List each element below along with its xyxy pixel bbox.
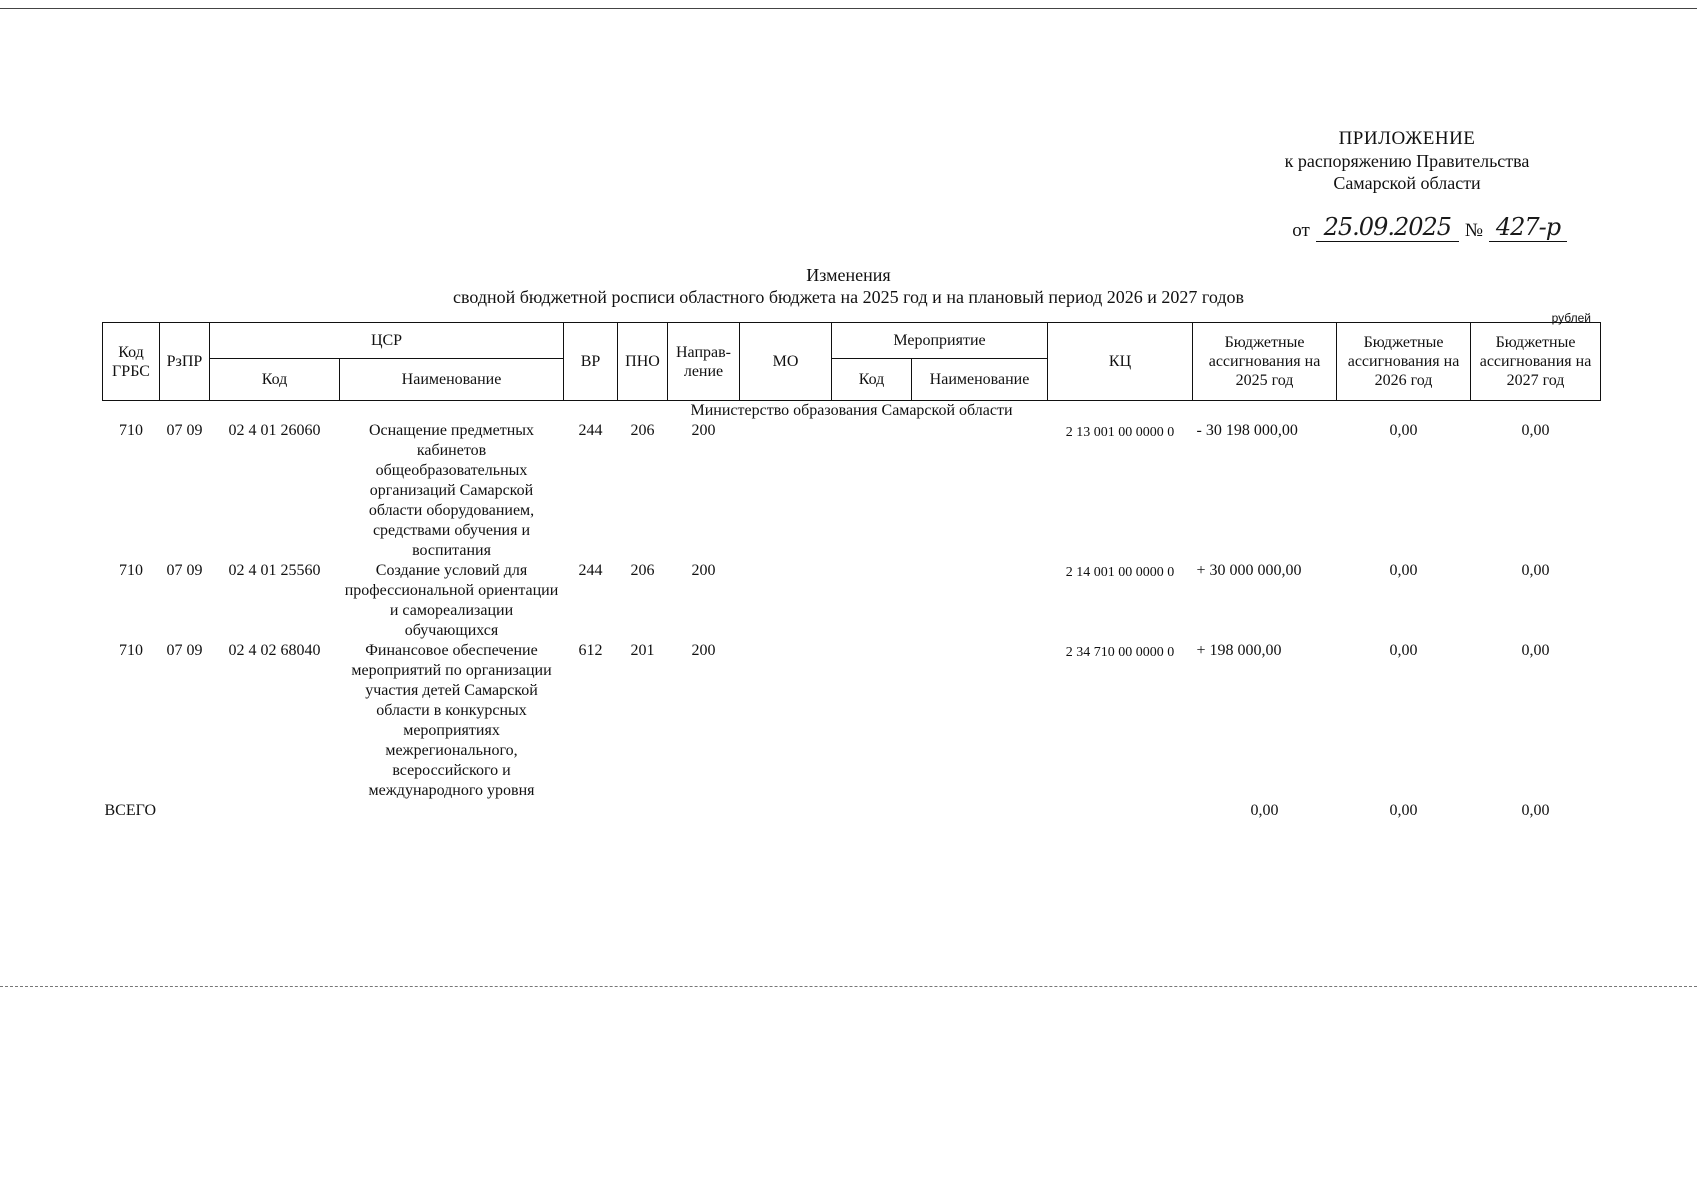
cell-kc: 2 34 710 00 0000 0 [1065,645,1175,660]
col-pno: ПНО [618,323,668,401]
cell-event-code [832,641,912,801]
ministry-name: Министерство образования Самарской области [690,402,1013,419]
budget-changes-table [102,322,1601,821]
table-row [103,561,1601,641]
cell-vr: 612 [578,642,603,659]
cell-assign-2027: 0,00 [1521,642,1550,659]
cell-vr: 244 [578,422,603,439]
cell-event-name [912,561,1048,641]
document-title [0,264,1697,308]
cell-grbs: 710 [119,642,143,659]
cell-event-code [832,421,912,561]
cell-pno: 201 [630,642,655,659]
cell-event-code [832,561,912,641]
cell-event-name [912,641,1048,801]
total-spacer [210,801,1193,821]
cell-csr-name: Оснащение предметных кабинетов общеобразовательных организаций Самарской области оборудованием, средствами обучения и воспитания [368,422,535,559]
ministry-row [103,401,1601,422]
cell-grbs: 710 [119,422,143,439]
total-label: ВСЕГО [104,802,157,819]
col-kc: КЦ [1048,323,1193,401]
title-line-2: сводной бюджетной росписи областного бюджета на 2025 год и на плановый период 2026 и 2027 годов [453,287,1244,307]
cell-assign-2026: 0,00 [1389,562,1418,579]
table-row [103,641,1601,801]
cell-assign-2025: + 198 000,00 [1196,642,1282,659]
cell-assign-2025: + 30 000 000,00 [1196,562,1302,579]
col-vr: ВР [564,323,618,401]
total-assign-2026: 0,00 [1389,802,1418,819]
cell-csr-code: 02 4 01 25560 [228,562,321,579]
date-prefix: от [1292,220,1310,241]
title-line-1: Изменения [806,265,891,285]
cell-mo [740,421,832,561]
cell-assign-2027: 0,00 [1521,562,1550,579]
col-assign-2026: Бюджетные ассигнования на 2026 год [1337,323,1471,401]
col-direction: Направ-ление [668,323,740,401]
cell-assign-2025: - 30 198 000,00 [1196,422,1298,439]
total-row [103,801,1601,821]
col-event-code: Код [832,359,912,401]
total-assign-2025: 0,00 [1250,802,1279,819]
cell-csr-name: Создание условий для профессиональной ориентации и самореализации обучающихся [344,562,559,639]
col-csr-name: Наименование [340,359,564,401]
cell-mo [740,561,832,641]
cell-vr: 244 [578,562,603,579]
number-prefix: № [1464,220,1483,241]
cell-csr-code: 02 4 02 68040 [228,642,321,659]
col-event: Мероприятие [832,323,1048,359]
cell-csr-name: Финансовое обеспечение мероприятий по организации участия детей Самарской области в конкурсных мероприятиях межрегионального, всероссийского и международного уровня [351,642,552,799]
appendix-heading: ПРИЛОЖЕНИЕ [1338,128,1476,149]
cell-assign-2027: 0,00 [1521,422,1550,439]
cell-mo [740,641,832,801]
appendix-line-2: Самарской области [1333,173,1481,193]
cell-assign-2026: 0,00 [1389,422,1418,439]
cell-direction: 200 [691,562,716,579]
appendix-block [1247,128,1567,194]
col-event-name: Наименование [912,359,1048,401]
col-csr-code: Код [210,359,340,401]
col-mo: МО [740,323,832,401]
col-kod-grbs: Код ГРБС [103,323,160,401]
col-rzpr: РзПР [160,323,210,401]
cell-pno: 206 [630,422,655,439]
table-row [103,421,1601,561]
units-label: рублей [1551,311,1591,325]
cell-grbs: 710 [119,562,143,579]
handwritten-date: 25.09.2025 [1316,213,1459,242]
order-date-number [1292,213,1567,242]
appendix-line-1: к распоряжению Правительства [1284,151,1530,171]
cell-pno: 206 [630,562,655,579]
cell-direction: 200 [691,422,716,439]
cell-kc: 2 14 001 00 0000 0 [1065,565,1175,580]
cell-rzpr: 07 09 [166,642,203,659]
scan-bottom-edge [0,986,1697,987]
handwritten-number: 427-р [1489,213,1567,242]
cell-rzpr: 07 09 [166,422,203,439]
cell-kc: 2 13 001 00 0000 0 [1065,425,1175,440]
cell-event-name [912,421,1048,561]
cell-assign-2026: 0,00 [1389,642,1418,659]
cell-rzpr: 07 09 [166,562,203,579]
cell-direction: 200 [691,642,716,659]
total-assign-2027: 0,00 [1521,802,1550,819]
col-assign-2025: Бюджетные ассигнования на 2025 год [1193,323,1337,401]
col-assign-2027: Бюджетные ассигнования на 2027 год [1471,323,1601,401]
cell-csr-code: 02 4 01 26060 [228,422,321,439]
scan-top-edge [0,8,1697,9]
header-row-1 [103,323,1601,359]
col-csr: ЦСР [210,323,564,359]
